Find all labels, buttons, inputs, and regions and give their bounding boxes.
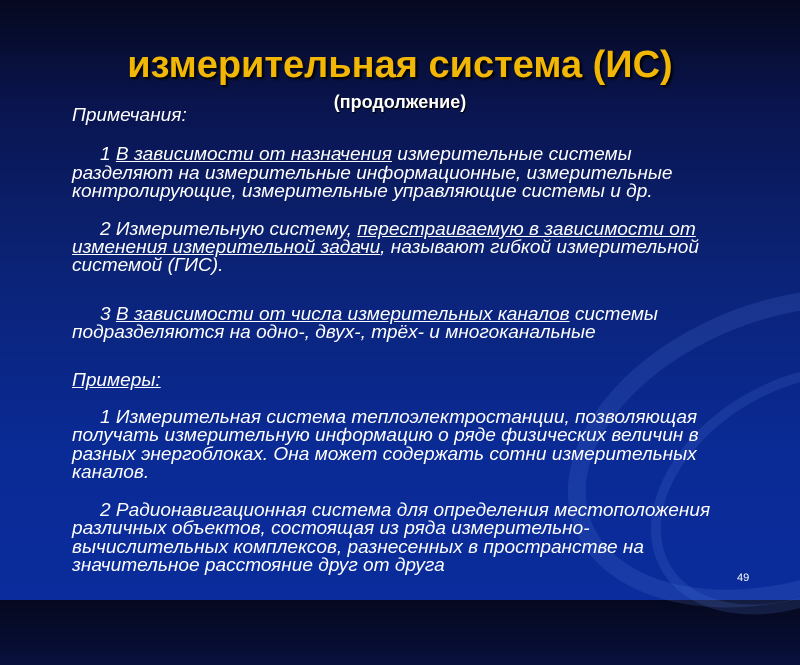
note-number: 1 [100,144,116,164]
underlined-text: В зависимости от назначения [115,144,392,164]
note1-line: разделяют на измерительные информационные, измерительные [72,163,673,183]
background-swoosh [606,315,800,665]
note-text: 2 Измерительную систему, [100,219,358,239]
underlined-text: Примеры: [72,370,161,390]
note-text: системы [569,304,658,324]
note1-line [100,145,632,164]
underlined-text: перестраиваемую в зависимости от [357,219,696,239]
example2-line: значительное расстояние друг от друга [72,555,445,575]
underlined-text: В зависимости от числа измерительных каналов [115,304,570,324]
underlined-text: изменения измерительной задачи [72,237,381,257]
example1-line: разных энергоблоках. Она может содержать сотни измерительных [72,444,697,464]
slide-title: измерительная система (ИС) [127,44,673,86]
slide-subtitle: (продолжение) [333,92,467,112]
page-number: 49 [737,572,750,584]
note1-line: контролирующие, измерительные управляющие системы и др. [72,181,653,201]
note-number: 3 [100,304,116,324]
note-text: измерительные системы [391,144,632,164]
example1-line: 1 Измерительная система теплоэлектростанции, позволяющая [100,407,698,427]
example2-line: вычислительных комплексов, разнесенных в пространстве на [72,537,645,557]
notes-heading: Примечания: [72,105,187,125]
examples-heading [72,371,161,390]
note-text: , называют гибкой измерительной [380,237,699,257]
example2-line: 2 Радионавигационная система для определения местоположения [100,500,711,520]
example2-line: различных объектов, состоящая из ряда измерительно- [72,518,590,538]
example1-line: каналов. [72,462,150,482]
example1-line: получать измерительную информацию о ряде физических величин в [72,425,699,445]
note2-line: системой (ГИС). [72,255,224,275]
note3-line: подразделяются на одно-, двух-, трёх- и многоканальные [72,322,596,342]
